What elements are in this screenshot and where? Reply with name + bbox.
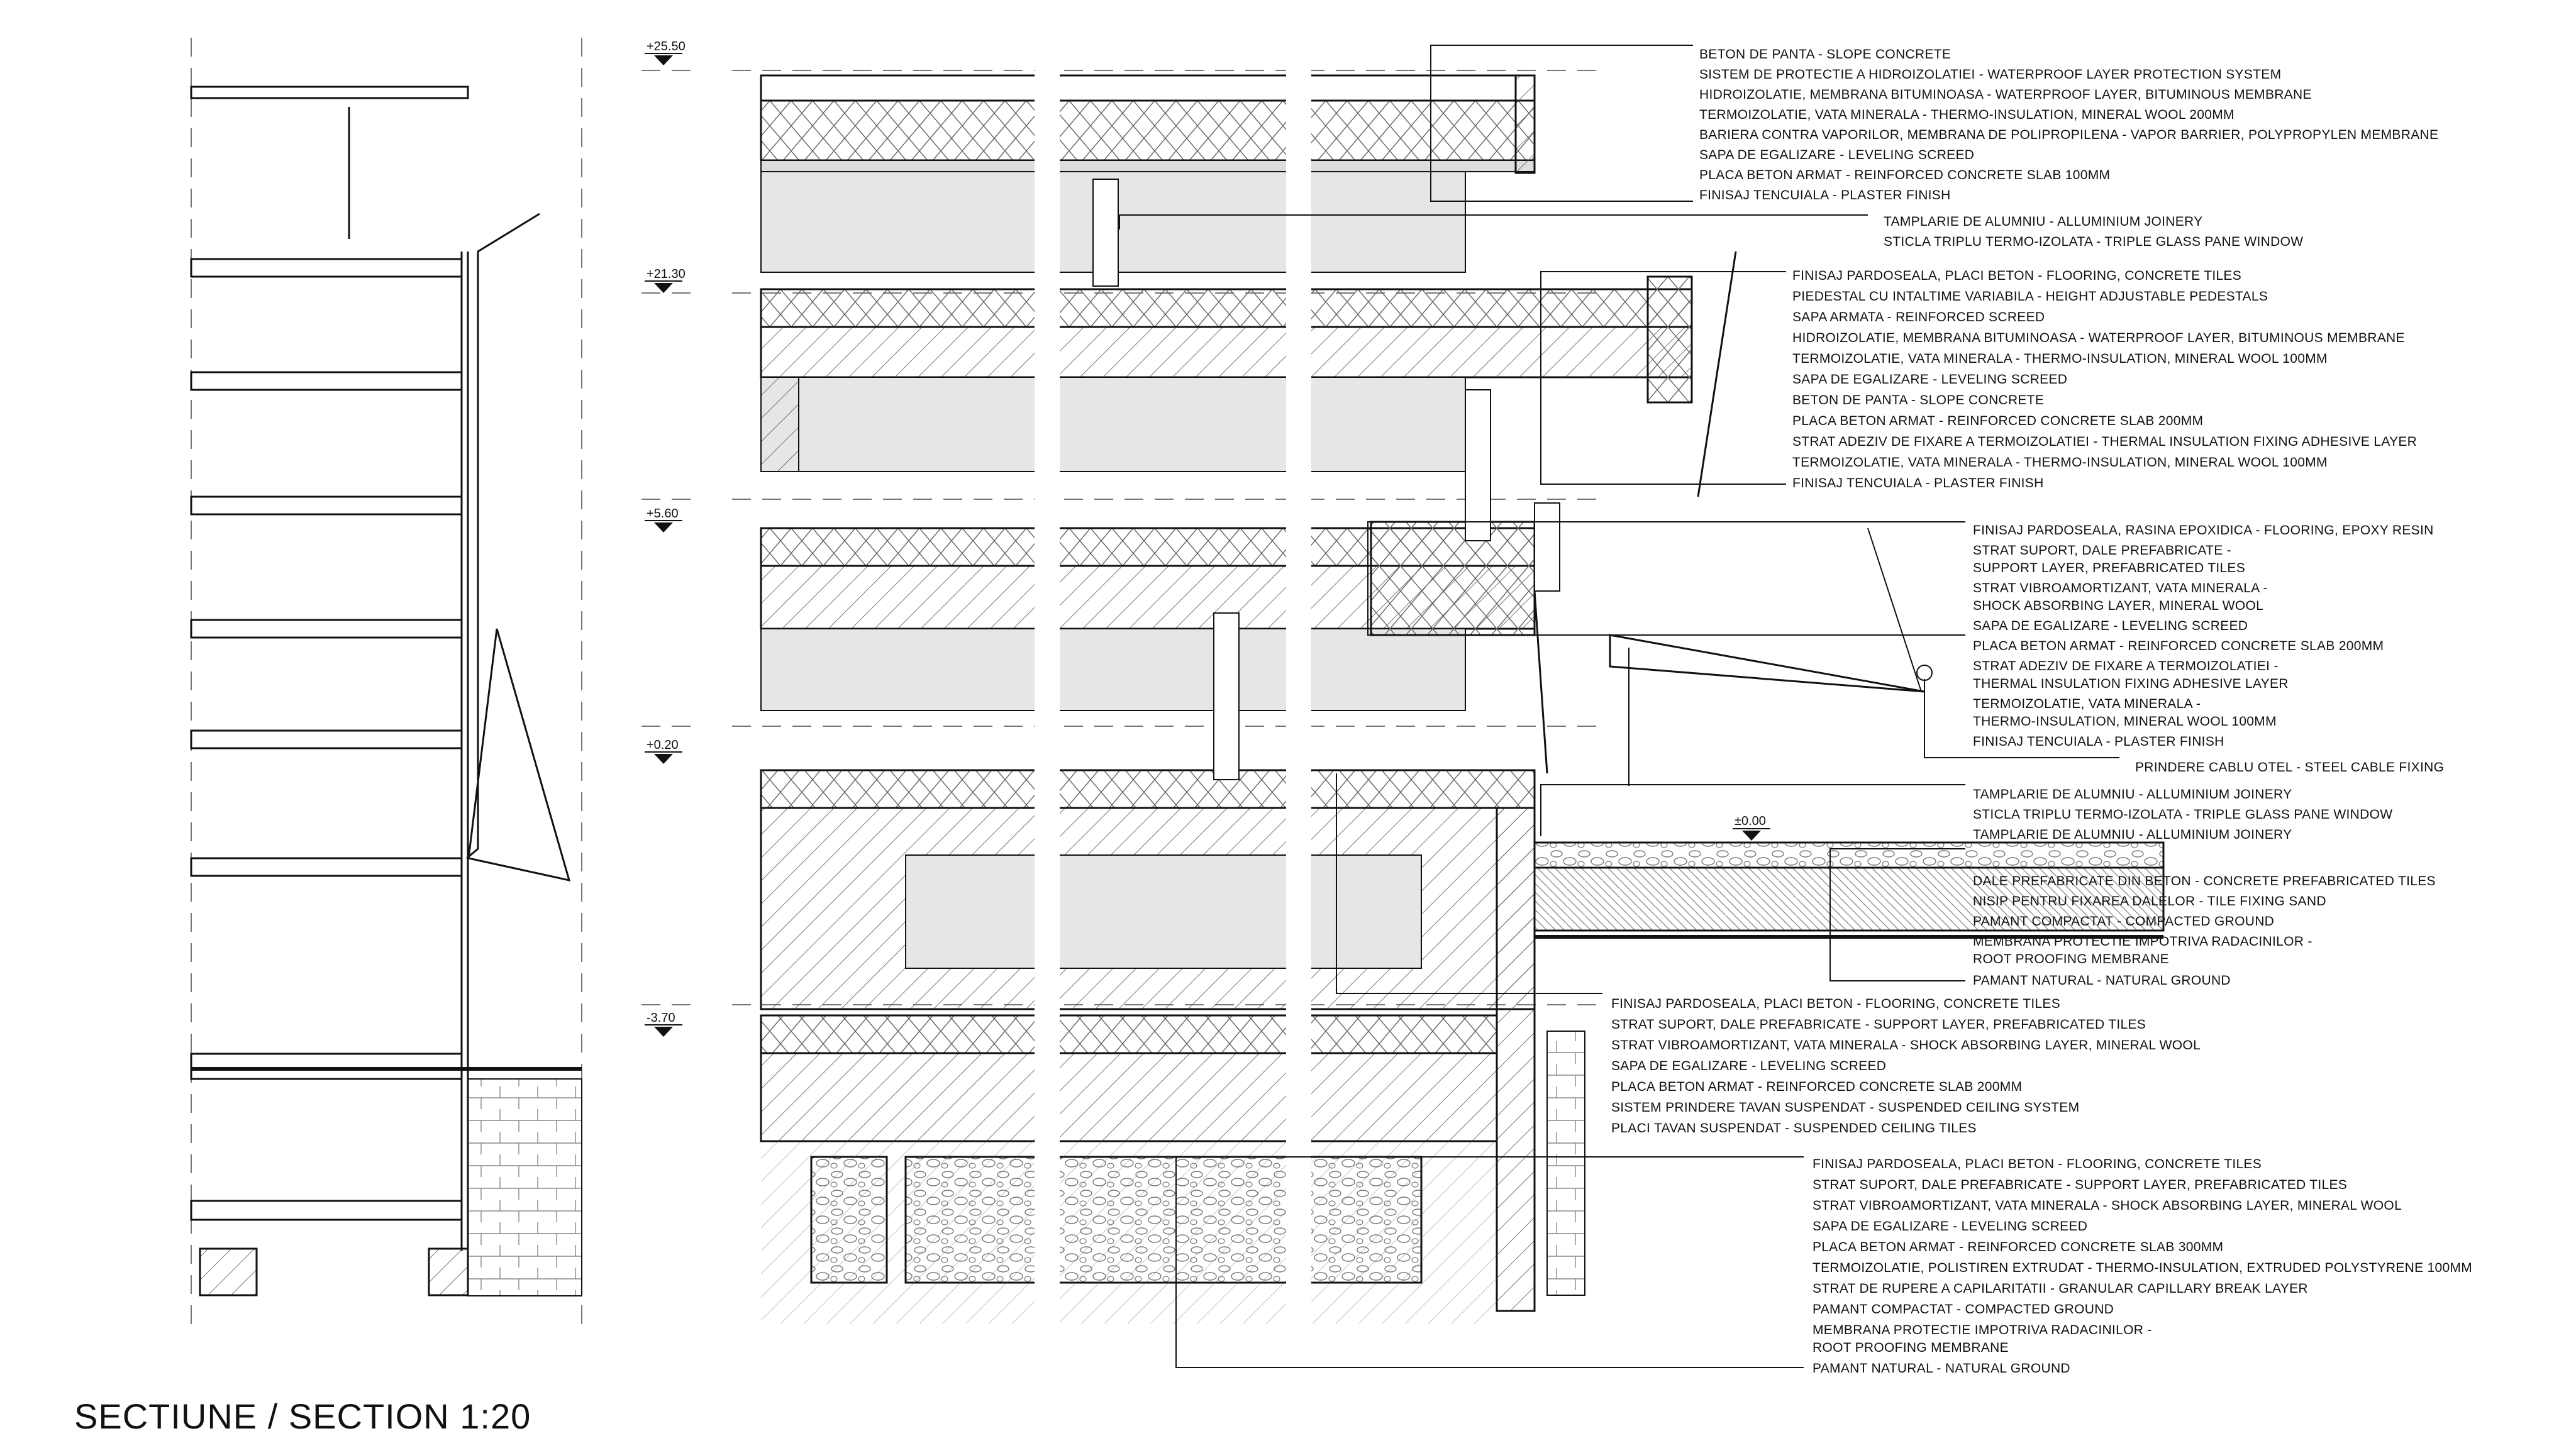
note-line: BETON DE PANTA - SLOPE CONCRETE [1792,393,2045,407]
note-line: STICLA TRIPLU TERMO-IZOLATA - TRIPLE GLASS PANE WINDOW [1884,235,2304,249]
note-line: PAMANT NATURAL - NATURAL GROUND [1973,973,2231,988]
note-line: SAPA ARMATA - REINFORCED SCREED [1792,310,2045,324]
note-line: SISTEM PRINDERE TAVAN SUSPENDAT - SUSPENDED CEILING SYSTEM [1611,1100,2080,1115]
note-line: PLACA BETON ARMAT - REINFORCED CONCRETE SLAB 200MM [1973,639,2384,653]
note-line: PAMANT NATURAL - NATURAL GROUND [1813,1361,2070,1376]
callout-floor-560 [1973,523,2434,749]
note-line: MEMBRANA PROTECTIE IMPOTRIVA RADACINILOR - [1973,934,2312,949]
note-line: BETON DE PANTA - SLOPE CONCRETE [1699,47,1951,62]
note-line: DALE PREFABRICATE DIN BETON - CONCRETE PREFABRICATED TILES [1973,874,2436,888]
level-marker-2550 [645,40,686,65]
note-line: THERMO-INSULATION, MINERAL WOOL 100MM [1973,714,2277,729]
note-line: NISIP PENTRU FIXAREA DALELOR - TILE FIXING SAND [1973,894,2326,909]
drawing-title: SECTIUNE / SECTION 1:20 [74,1396,531,1436]
note-line: TAMPLARIE DE ALUMNIU - ALLUMINIUM JOINERY [1973,827,2292,842]
level-marker-2130 [645,267,686,293]
note-line: STICLA TRIPLU TERMO-IZOLATA - TRIPLE GLASS PANE WINDOW [1973,807,2393,822]
note-line: FINISAJ PARDOSEALA, PLACI BETON - FLOORING, CONCRETE TILES [1792,268,2242,283]
note-line: ROOT PROOFING MEMBRANE [1973,952,2169,966]
note-line: STRAT VIBROAMORTIZANT, VATA MINERALA - [1973,581,2268,595]
level-marker-000 [1733,814,1770,841]
note-line: PLACA BETON ARMAT - REINFORCED CONCRETE SLAB 100MM [1699,168,2111,182]
note-line: TERMOIZOLATIE, VATA MINERALA - THERMO-INSULATION, MINERAL WOOL 100MM [1792,455,2328,470]
note-line: FINISAJ PARDOSEALA, RASINA EPOXIDICA - FLOORING, EPOXY RESIN [1973,523,2434,538]
level-label: -3.70 [647,1011,675,1025]
callout-basement-floor [1813,1157,2472,1376]
note-line: PLACA BETON ARMAT - REINFORCED CONCRETE SLAB 300MM [1813,1240,2224,1254]
note-line: STRAT DE RUPERE A CAPILARITATII - GRANULAR CAPILLARY BREAK LAYER [1813,1281,2308,1296]
note-line: FINISAJ TENCUIALA - PLASTER FINISH [1973,734,2224,749]
note-line: PLACI TAVAN SUSPENDAT - SUSPENDED CEILING TILES [1611,1121,1977,1136]
building-section-overview [191,38,582,1333]
note-line: SAPA DE EGALIZARE - LEVELING SCREED [1792,372,2068,387]
note-line: THERMAL INSULATION FIXING ADHESIVE LAYER [1973,677,2289,691]
callout-roof-window [1884,214,2303,249]
note-line: PLACA BETON ARMAT - REINFORCED CONCRETE SLAB 200MM [1792,414,2204,428]
note-line: PLACA BETON ARMAT - REINFORCED CONCRETE SLAB 200MM [1611,1080,2023,1094]
callout-roof [1699,47,2438,202]
callout-ground-window [1973,787,2392,842]
note-line: ROOT PROOFING MEMBRANE [1813,1340,2009,1355]
note-line: STRAT ADEZIV DE FIXARE A TERMOIZOLATIEI - THERMAL INSULATION FIXING ADHESIVE LAYER [1792,434,2418,449]
callout-terrace [1792,268,2417,490]
note-line: STRAT SUPORT, DALE PREFABRICATE - [1973,543,2231,558]
note-line: PAMANT COMPACTAT - COMPACTED GROUND [1813,1302,2114,1317]
note-line: STRAT SUPORT, DALE PREFABRICATE - SUPPORT LAYER, PREFABRICATED TILES [1611,1017,2146,1032]
note-line: SISTEM DE PROTECTIE A HIDROIZOLATIEI - WATERPROOF LAYER PROTECTION SYSTEM [1699,67,2282,82]
detail-section [641,57,2163,1346]
level-label: +0.20 [647,738,679,752]
level-marker-minus370 [645,1011,682,1037]
note-line: STRAT ADEZIV DE FIXARE A TERMOIZOLATIEI - [1973,659,2279,673]
level-label: ±0.00 [1735,814,1766,828]
note-line: SAPA DE EGALIZARE - LEVELING SCREED [1813,1219,2088,1234]
note-line: SAPA DE EGALIZARE - LEVELING SCREED [1699,148,1975,162]
note-line: SAPA DE EGALIZARE - LEVELING SCREED [1611,1059,1887,1073]
note-line: PIEDESTAL CU INTALTIME VARIABILA - HEIGHT ADJUSTABLE PEDESTALS [1792,289,2268,304]
note-line: FINISAJ TENCUIALA - PLASTER FINISH [1792,476,2044,490]
note-line: STRAT SUPORT, DALE PREFABRICATE - SUPPORT LAYER, PREFABRICATED TILES [1813,1178,2348,1192]
level-marker-020 [645,738,682,764]
note-line: PAMANT COMPACTAT - COMPACTED GROUND [1973,914,2275,929]
note-line: STRAT VIBROAMORTIZANT, VATA MINERALA - SHOCK ABSORBING LAYER, MINERAL WOOL [1813,1198,2402,1213]
level-marker-560 [645,507,682,533]
note-line: STRAT VIBROAMORTIZANT, VATA MINERALA - SHOCK ABSORBING LAYER, MINERAL WOOL [1611,1038,2201,1053]
note-line: PRINDERE CABLU OTEL - STEEL CABLE FIXING [2135,760,2445,775]
note-line: SUPPORT LAYER, PREFABRICATED TILES [1973,561,2246,575]
note-line: HIDROIZOLATIE, MEMBRANA BITUMINOASA - WATERPROOF LAYER, BITUMINOUS MEMBRANE [1699,87,2312,102]
note-line: FINISAJ TENCUIALA - PLASTER FINISH [1699,188,1951,202]
note-line: FINISAJ PARDOSEALA, PLACI BETON - FLOORING, CONCRETE TILES [1611,997,2061,1011]
level-label: +25.50 [647,40,686,53]
note-line: TERMOIZOLATIE, VATA MINERALA - THERMO-INSULATION, MINERAL WOOL 100MM [1792,351,2328,366]
note-line: FINISAJ PARDOSEALA, PLACI BETON - FLOORING, CONCRETE TILES [1813,1157,2262,1171]
level-label: +5.60 [647,507,679,521]
note-line: TERMOIZOLATIE, VATA MINERALA - THERMO-INSULATION, MINERAL WOOL 200MM [1699,108,2235,122]
note-line: SAPA DE EGALIZARE - LEVELING SCREED [1973,619,2248,633]
note-line: HIDROIZOLATIE, MEMBRANA BITUMINOASA - WATERPROOF LAYER, BITUMINOUS MEMBRANE [1792,331,2405,345]
note-line: TAMPLARIE DE ALUMNIU - ALLUMINIUM JOINERY [1884,214,2203,229]
note-line: TERMOIZOLATIE, POLISTIREN EXTRUDAT - THERMO-INSULATION, EXTRUDED POLYSTYRENE 100MM [1813,1261,2473,1275]
level-label: +21.30 [647,267,686,281]
note-line: SHOCK ABSORBING LAYER, MINERAL WOOL [1973,599,2264,613]
note-line: TAMPLARIE DE ALUMNIU - ALLUMINIUM JOINERY [1973,787,2292,802]
callout-floor-020 [1611,997,2201,1136]
callout-cable-fixing [2135,760,2444,775]
note-line: MEMBRANA PROTECTIE IMPOTRIVA RADACINILOR - [1813,1323,2152,1337]
note-line: BARIERA CONTRA VAPORILOR, MEMBRANA DE POLIPROPILENA - VAPOR BARRIER, POLYPROPYLEN MEMBRANE [1699,128,2439,142]
note-line: TERMOIZOLATIE, VATA MINERALA - [1973,697,2201,711]
